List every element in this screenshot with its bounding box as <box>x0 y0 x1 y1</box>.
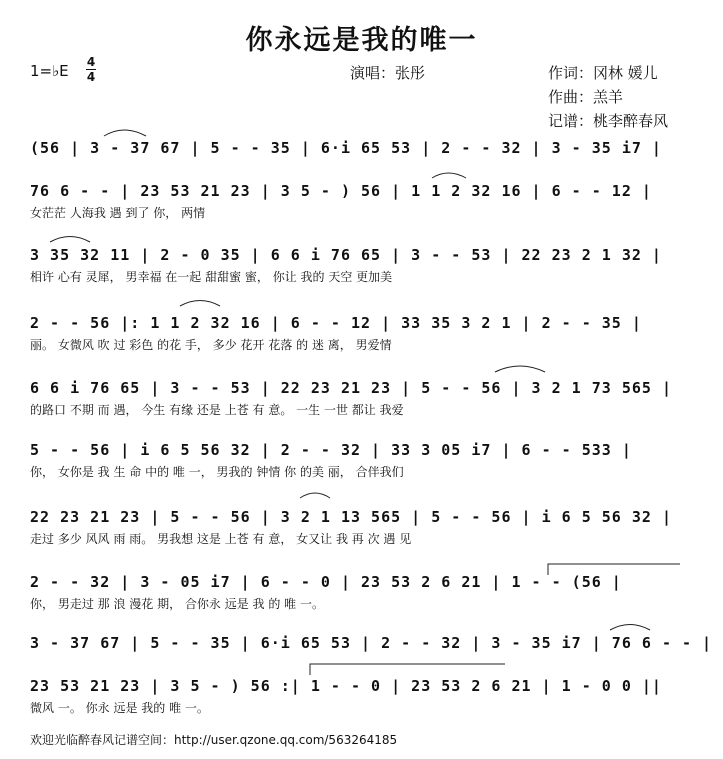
slur-mark <box>180 301 220 307</box>
slur-mark <box>432 173 466 178</box>
notation-line: (56 | 3 - 37 67 | 5 - - 35 | 6·i 65 53 | 2 - - 32 | 3 - 35 i7 | <box>30 139 662 157</box>
song-title: 你永远是我的唯一 <box>245 25 478 56</box>
lyrics-line: 走过 多少 风风 雨 雨。 男我想 这是 上苍 有 意， 女又让 我 再 次 遇 见 <box>30 532 412 546</box>
meter-bottom: 4 <box>86 70 96 84</box>
key-signature: 1=♭E <box>30 62 69 80</box>
slur-mark <box>495 366 545 372</box>
time-signature <box>86 56 96 83</box>
slur-mark <box>104 130 146 136</box>
lyrics-line: 微风 一。 你永 远是 我的 唯 一。 <box>30 701 209 715</box>
composer-credit: 作曲：羔羊 <box>548 88 624 106</box>
notation-line: 3 35 32 11 | 2 - 0 35 | 6 6 i 76 65 | 3 - - 53 | 22 23 2 1 32 | <box>30 246 662 264</box>
notation-line: 3 - 37 67 | 5 - - 35 | 6·i 65 53 | 2 - - 32 | 3 - 35 i7 | 76 6 - - | <box>30 634 713 652</box>
notation-line: 6 6 i 76 65 | 3 - - 53 | 22 23 21 23 | 5 - - 56 | 3 2 1 73 565 | <box>30 379 672 397</box>
notation-line: 2 - - 32 | 3 - 05 i7 | 6 - - 0 | 23 53 2 6 21 | 1 - - (56 | <box>30 573 622 591</box>
transcriber-credit: 记谱：桃李醉春风 <box>548 112 669 130</box>
slur-mark <box>300 493 330 498</box>
singer-credit: 演唱：张彤 <box>350 64 426 82</box>
lyrics-line: 女茫茫 人海我 遇 到了 你， 两情 <box>30 206 206 220</box>
notation-line: 5 - - 56 | i 6 5 56 32 | 2 - - 32 | 33 3 05 i7 | 6 - - 533 | <box>30 441 632 459</box>
footer-credit: 欢迎光临醉春风记谱空间：http://user.qzone.qq.com/563264185 <box>30 733 398 747</box>
lyrics-line: 的路口 不期 而 遇， 今生 有缘 还是 上苍 有 意。 一生 一世 都让 我爱 <box>30 403 404 417</box>
meter-top: 4 <box>86 55 96 69</box>
lyricist-credit: 作词：冈林 媛儿 <box>548 64 658 82</box>
notation-line: 76 6 - - | 23 53 21 23 | 3 5 - ) 56 | 1 1 2 32 16 | 6 - - 12 | <box>30 182 652 200</box>
slur-mark <box>50 237 90 243</box>
notation-line: 22 23 21 23 | 5 - - 56 | 3 2 1 13 565 | 5 - - 56 | i 6 5 56 32 | <box>30 508 672 526</box>
notation-line: 23 53 21 23 | 3 5 - ) 56 :| 1 - - 0 | 23 53 2 6 21 | 1 - 0 0 || <box>30 677 662 695</box>
volta-bracket-2 <box>310 664 505 675</box>
slur-mark <box>610 625 650 631</box>
notation-line: 2 - - 56 |: 1 1 2 32 16 | 6 - - 12 | 33 35 3 2 1 | 2 - - 35 | <box>30 314 642 332</box>
lyrics-line: 相许 心有 灵犀， 男幸福 在一起 甜甜蜜 蜜， 你让 我的 天空 更加美 <box>30 270 393 284</box>
lyrics-line: 你， 女你是 我 生 命 中的 唯 一， 男我的 钟情 你 的美 丽， 合伴我们 <box>30 465 404 479</box>
lyrics-line: 你， 男走过 那 浪 漫花 期， 合你永 远是 我 的 唯 一。 <box>30 597 324 611</box>
lyrics-line: 丽。 女微风 吹 过 彩色 的花 手， 多少 花开 花落 的 迷 离， 男爱情 <box>30 338 392 352</box>
